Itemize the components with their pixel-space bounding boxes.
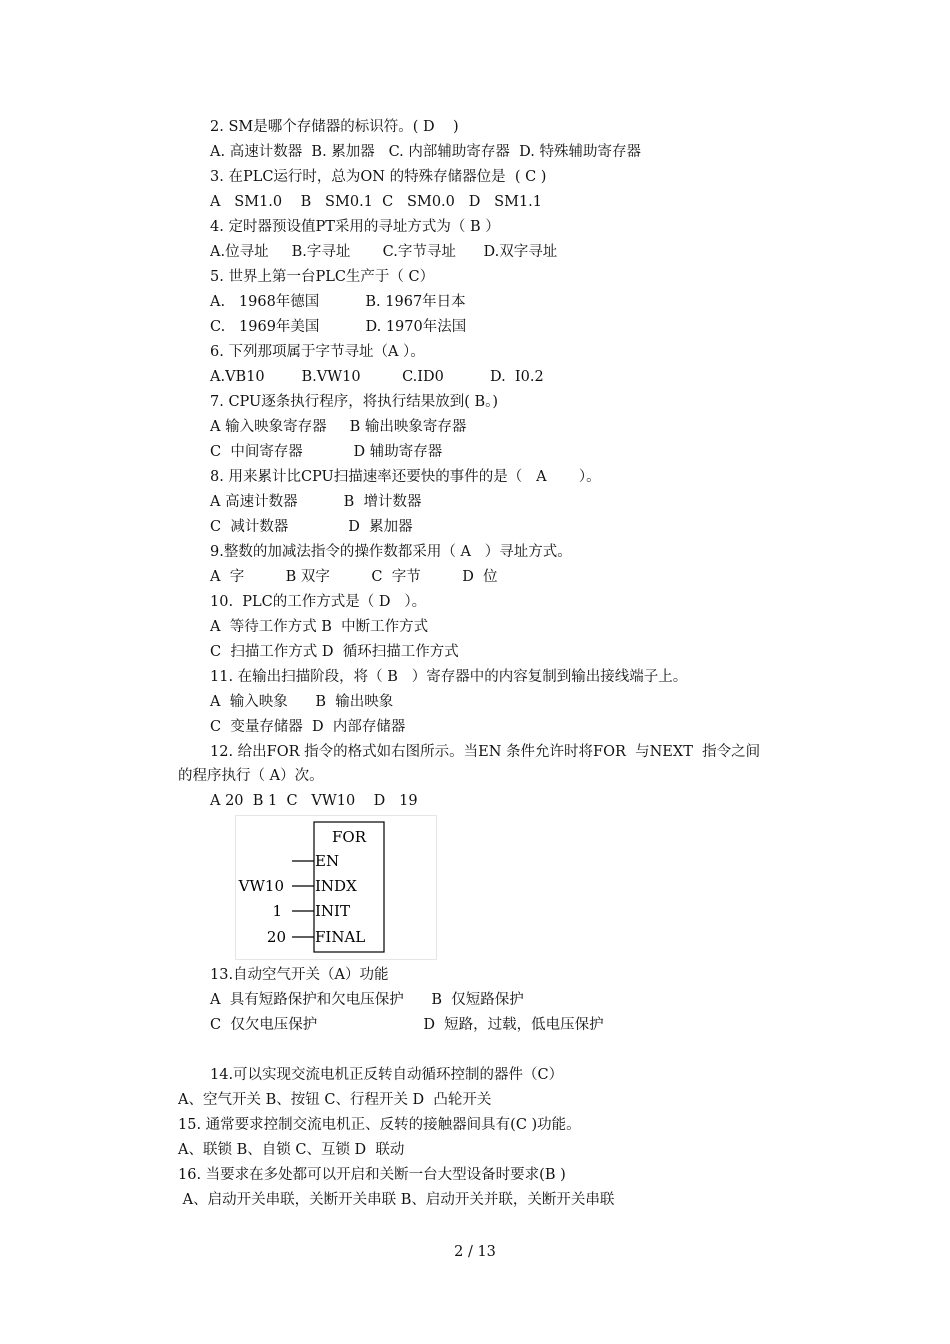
text-line: A、启动开关串联，关断开关串联 B、启动开关并联，关断开关串联 <box>178 1192 615 1208</box>
pin-label-indx: INDX <box>315 877 357 895</box>
text-line: A 20 B 1 C VW10 D 19 <box>210 793 418 809</box>
text-line: A. 1968年德国 B. 1967年日本 <box>210 294 466 310</box>
pin-label-init: INIT <box>315 902 350 920</box>
pin-label-en: EN <box>315 852 340 870</box>
text-line: 8. 用来累计比CPU扫描速率还要快的事件的是（ A ）。 <box>210 469 601 485</box>
text-line: 15. 通常要求控制交流电机正、反转的接触器间具有(C )功能。 <box>178 1117 581 1133</box>
text-line: 12. 给出FOR 指令的格式如右图所示。当EN 条件允许时将FOR 与NEXT 指令之间 <box>210 744 761 760</box>
input-init: 1 <box>272 902 282 920</box>
text-line: A 字 B 双字 C 字节 D 位 <box>210 569 498 585</box>
text-line: 10. PLC的工作方式是（ D ）。 <box>210 594 427 610</box>
text-line: A 等待工作方式 B 中断工作方式 <box>210 619 429 635</box>
for-instruction-diagram <box>235 815 437 960</box>
input-indx: VW10 <box>238 877 284 895</box>
text-line: 的程序执行（ A）次。 <box>178 768 324 784</box>
text-line: 6. 下列那项属于字节寻址（A ）。 <box>210 344 425 360</box>
text-line: 7. CPU逐条执行程序，将执行结果放到( B。) <box>210 394 499 410</box>
text-line: A、空气开关 B、按钮 C、行程开关 D 凸轮开关 <box>178 1092 492 1108</box>
text-line: A. 高速计数器 B. 累加器 C. 内部辅助寄存器 D. 特殊辅助寄存器 <box>210 144 641 160</box>
text-line: 16. 当要求在多处都可以开启和关断一台大型设备时要求(B ) <box>178 1167 566 1183</box>
text-line: 13.自动空气开关（A）功能 <box>210 967 389 983</box>
text-line: 5. 世界上第一台PLC生产于（ C） <box>210 269 435 285</box>
text-line: A 具有短路保护和欠电压保护 B 仅短路保护 <box>210 992 524 1008</box>
text-line: A 高速计数器 B 增计数器 <box>210 494 422 510</box>
text-line: A.位寻址 B.字寻址 C.字节寻址 D.双字寻址 <box>210 244 558 260</box>
page-number: 2 / 13 <box>454 1244 496 1260</box>
text-line: C 仅欠电压保护 D 短路，过载，低电压保护 <box>210 1017 604 1033</box>
for-block-title: FOR <box>332 828 366 846</box>
text-line: A.VB10 B.VW10 C.ID0 D. I0.2 <box>210 369 544 385</box>
text-line: C 减计数器 D 累加器 <box>210 519 413 535</box>
text-line: 11. 在输出扫描阶段，将（ B ）寄存器中的内容复制到输出接线端子上。 <box>210 669 688 685</box>
text-line: 3. 在PLC运行时，总为ON 的特殊存储器位是 ( C ) <box>210 169 547 185</box>
text-line: C. 1969年美国 D. 1970年法国 <box>210 319 467 335</box>
pin-label-final: FINAL <box>315 928 366 946</box>
input-final: 20 <box>266 928 286 946</box>
text-line: 9.整数的加减法指令的操作数都采用（ A ）寻址方式。 <box>210 544 572 560</box>
text-line: A、联锁 B、自锁 C、互锁 D 联动 <box>178 1142 405 1158</box>
text-line: 14.可以实现交流电机正反转自动循环控制的器件（C） <box>210 1067 564 1083</box>
text-line: C 扫描工作方式 D 循环扫描工作方式 <box>210 644 459 660</box>
text-line: 4. 定时器预设值PT采用的寻址方式为（ B ） <box>210 219 500 235</box>
text-line: A 输入映象寄存器 B 输出映象寄存器 <box>210 419 467 435</box>
text-line: C 变量存储器 D 内部存储器 <box>210 719 406 735</box>
text-line: A 输入映象 B 输出映象 <box>210 694 394 710</box>
text-line: A SM1.0 B SM0.1 C SM0.0 D SM1.1 <box>210 194 542 210</box>
text-line: C 中间寄存器 D 辅助寄存器 <box>210 444 443 460</box>
text-line: 2. SM是哪个存储器的标识符。( D ) <box>210 119 459 135</box>
for-block-svg <box>236 816 436 959</box>
